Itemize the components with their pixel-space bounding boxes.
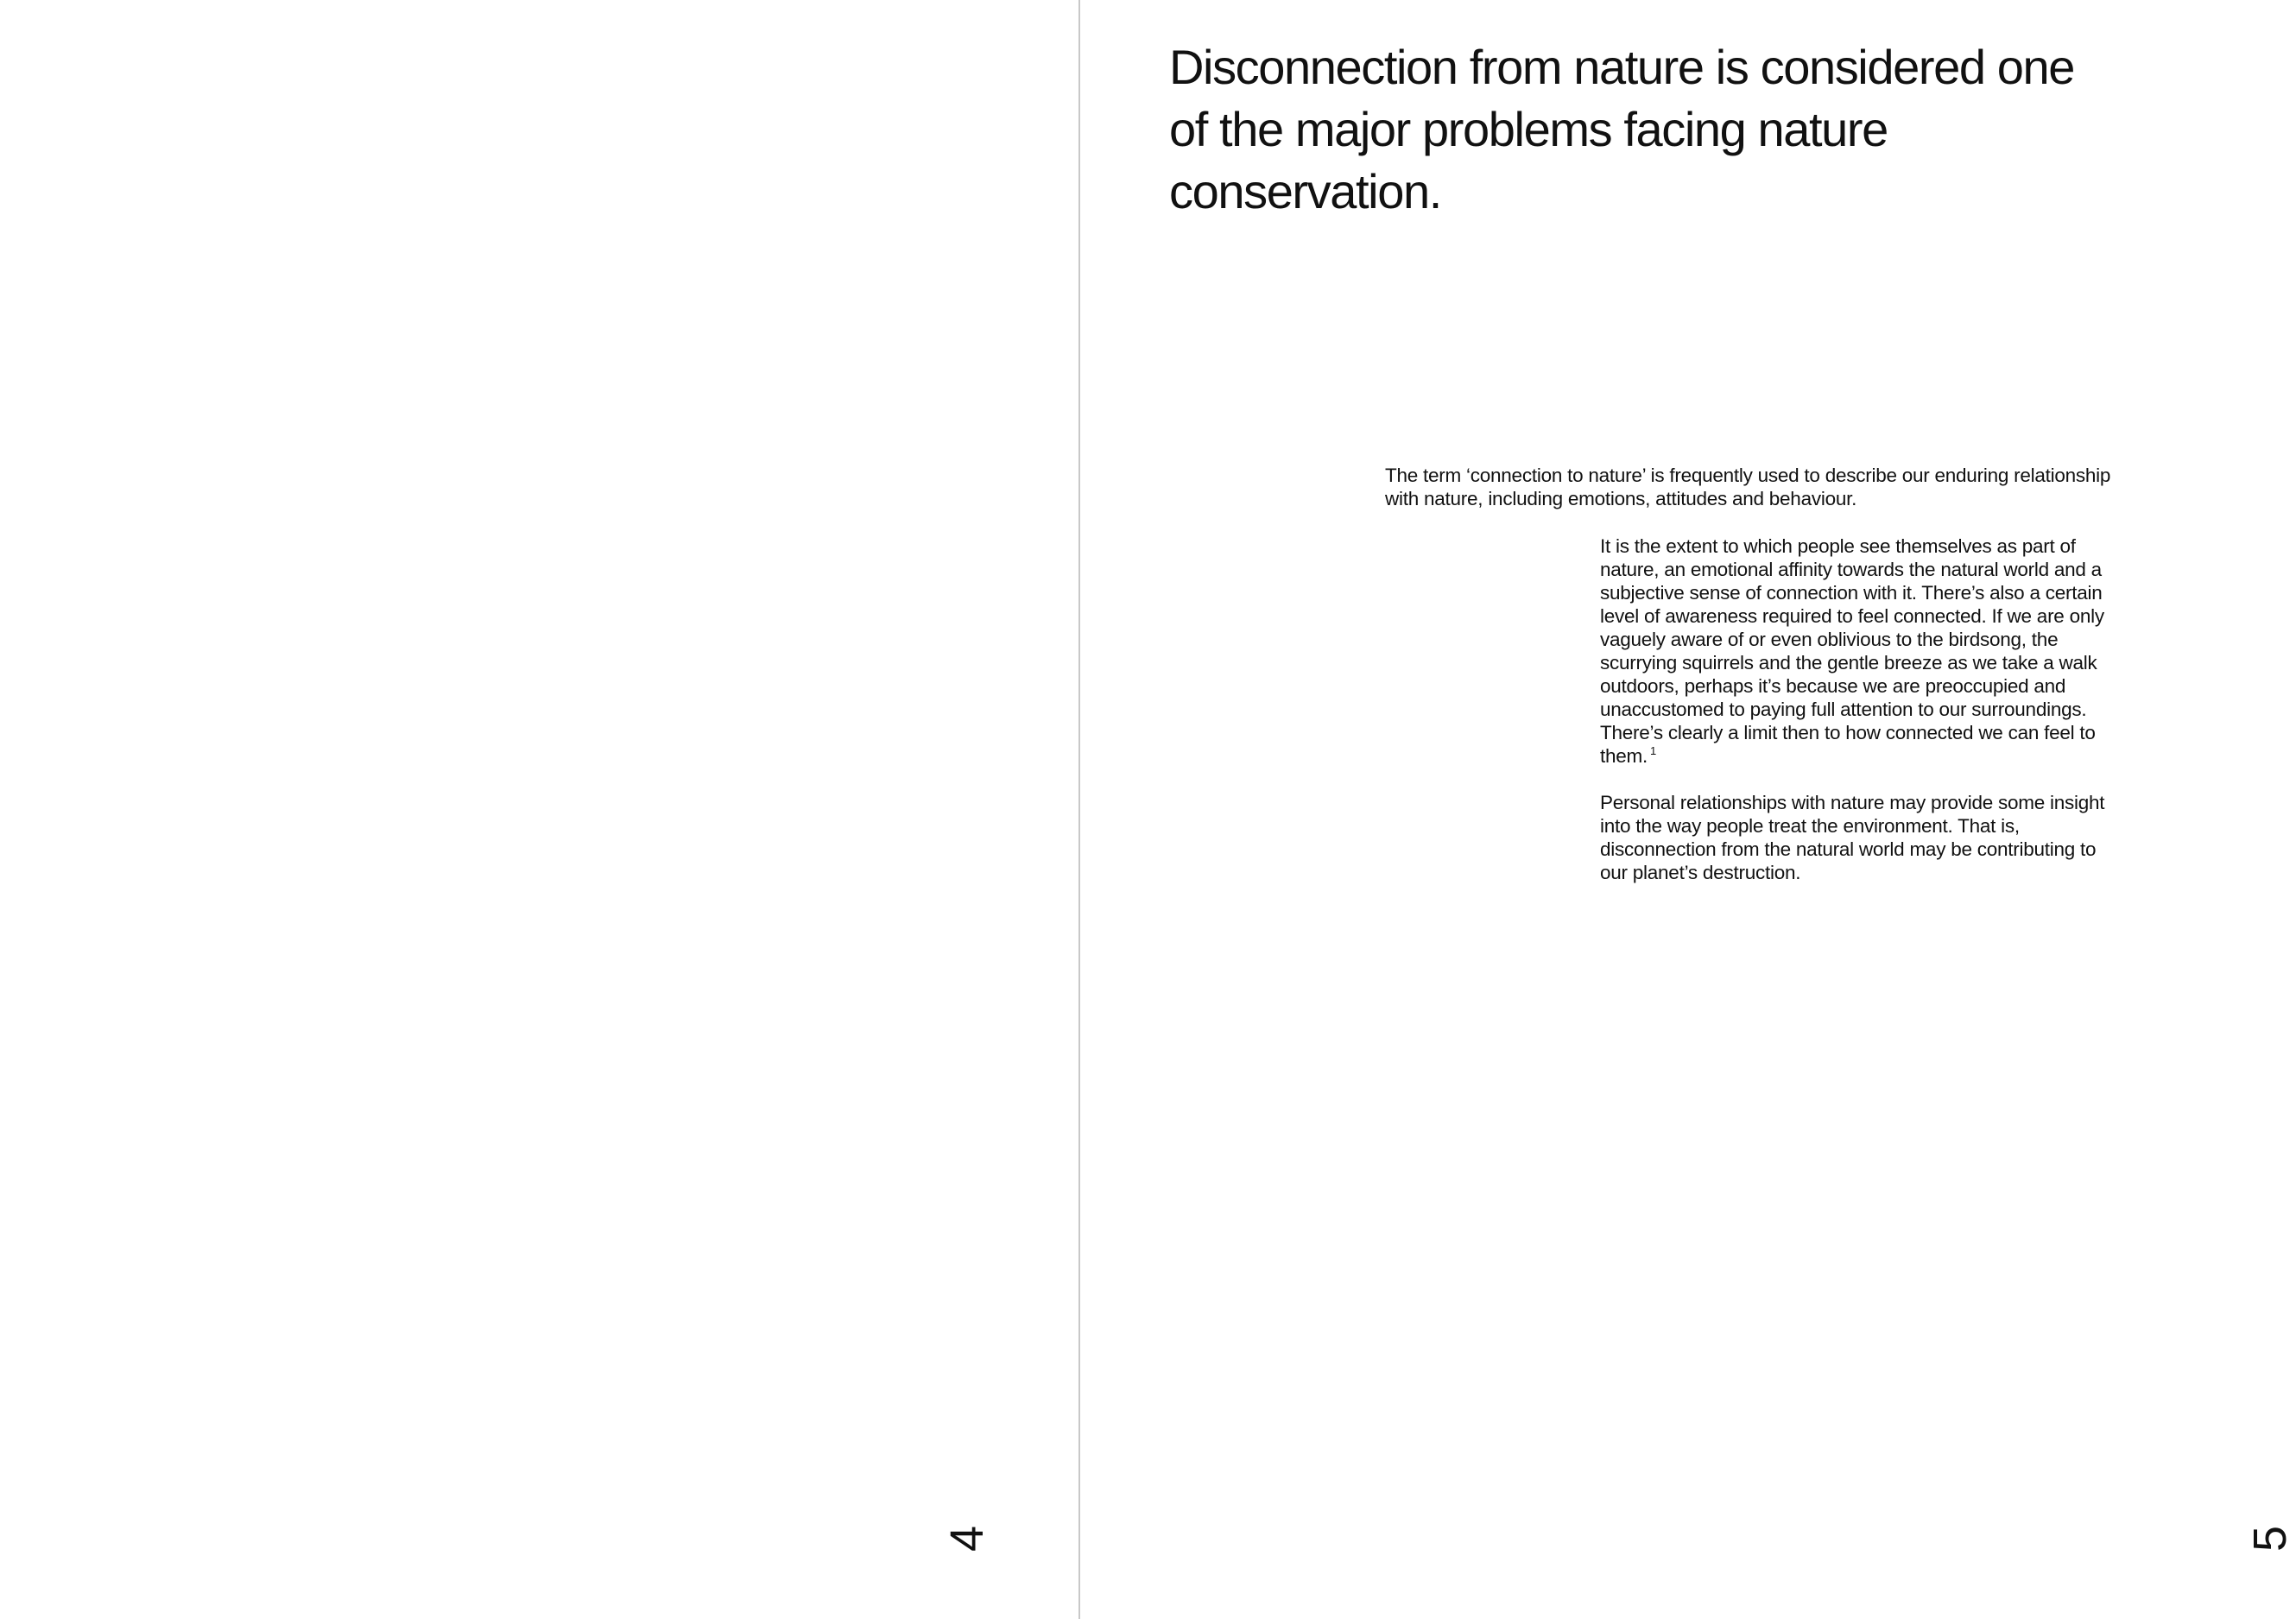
page-gutter-divider bbox=[1078, 0, 1080, 1619]
right-page-number: 5 bbox=[2244, 1525, 2296, 1553]
intro-paragraph: The term ‘connection to nature’ is frequently used to describe our enduring relationship with nature, including emotions, attitudes and behaviour. bbox=[1385, 465, 2111, 509]
left-page-number: 4 bbox=[941, 1525, 994, 1553]
body-paragraph bbox=[1600, 534, 2122, 768]
body-paragraph-text: It is the extent to which people see themselves as part of nature, an emotional affinity towards the natural world and a subjective sense of connection with it. There’s also a certain level of awareness required to feel connected. If we are only vaguely aware of or even oblivious to the birdsong, the scurrying squirrels and the gentle breeze as we take a walk outdoors, perhaps it’s because we are preoccupied and unaccustomed to paying full attention to our surroundings. There’s clearly a limit then to how connected we can feel to them. bbox=[1600, 535, 2104, 767]
right-page bbox=[1081, 0, 2296, 1619]
page-headline: Disconnection from nature is considered one of the major problems facing nature conservation. bbox=[1169, 40, 2074, 218]
left-page bbox=[0, 0, 1079, 1619]
body-paragraph: Personal relationships with nature may provide some insight into the way people treat the environment. That is, disconnection from the natural world may be contributing to our planet’s destruction. bbox=[1600, 792, 2105, 883]
body-column bbox=[1600, 534, 2122, 908]
footnote-marker: 1 bbox=[1650, 744, 1657, 757]
